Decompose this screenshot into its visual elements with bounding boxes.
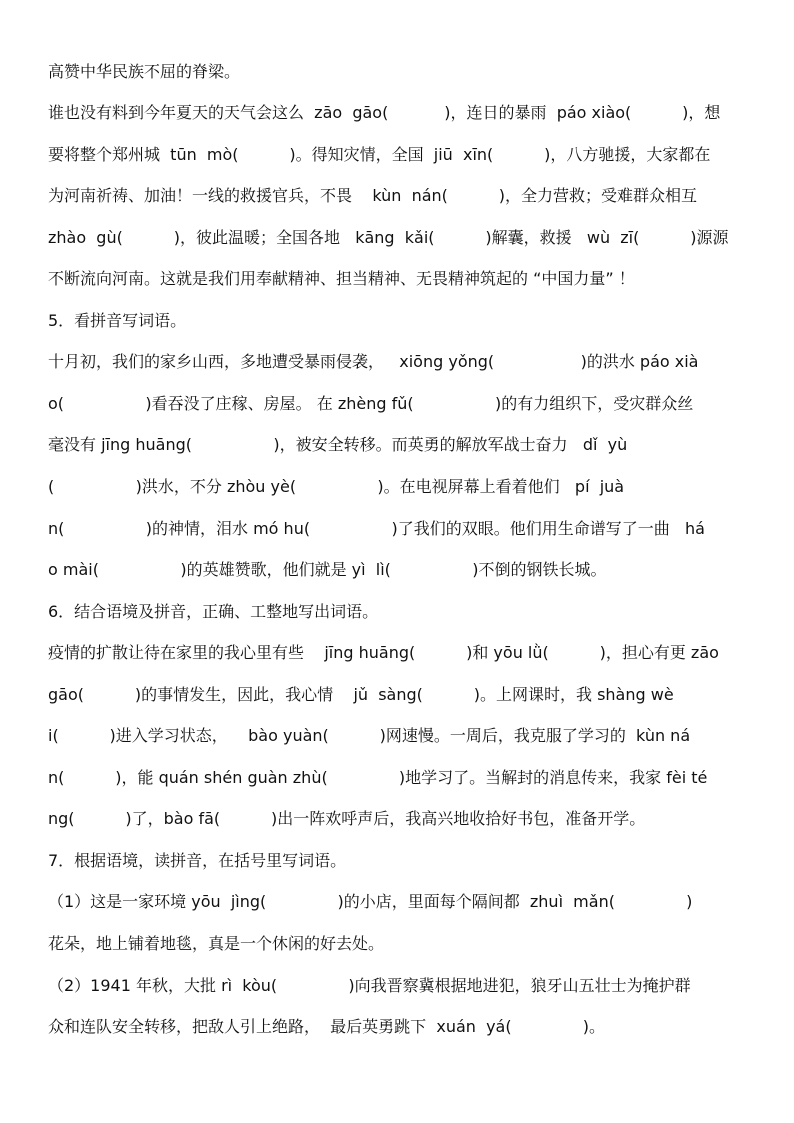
text-line: o mài( )的英雄赞歌，他们就是 yì lì( )不倒的钢铁长城。 bbox=[48, 560, 607, 579]
text-line: 花朵，地上铺着地毯，真是一个休闲的好去处。 bbox=[48, 934, 385, 953]
text-line: n( )的神情，泪水 mó hu( )了我们的双眼。他们用生命谱写了一曲 há bbox=[48, 519, 705, 538]
text-line: zhào gù( )，彼此温暖；全国各地 kāng kǎi( )解囊，救援 wù zī( )源源 bbox=[48, 228, 729, 247]
text-line: （2）1941 年秋，大批 rì kòu( )向我晋察冀根据地进犯，狼牙山五壮士为掩护群 bbox=[48, 976, 691, 995]
text-line: 疫情的扩散让待在家里的我心里有些 jīng huāng( )和 yōu lǜ( )，担心有更 zāo bbox=[48, 643, 719, 662]
text-line: （1）这是一家环境 yōu jìng( )的小店，里面每个隔间都 zhuì mǎn( ) bbox=[48, 892, 693, 911]
text-line: 毫没有 jīng huāng( )，被安全转移。而英勇的解放军战士奋力 dǐ yù bbox=[48, 435, 628, 454]
text-line: n( )，能 quán shén guàn zhù( )地学习了。当解封的消息传来，我家 fèi té bbox=[48, 768, 708, 787]
text-line: 谁也没有料到今年夏天的天气会这么 zāo gāo( )，连日的暴雨 páo xiào( )，想 bbox=[48, 103, 721, 122]
text-line: 为河南祈祷、加油！一线的救援官兵，不畏 kùn nán( )，全力营救；受难群众相互 bbox=[48, 186, 698, 205]
text-line: ( )洪水，不分 zhòu yè( )。在电视屏幕上看着他们 pí juà bbox=[48, 477, 625, 496]
section-heading: 7．根据语境，读拼音，在括号里写词语。 bbox=[48, 851, 347, 870]
section-heading: 5．看拼音写词语。 bbox=[48, 311, 187, 330]
text-line: 高赞中华民族不屈的脊梁。 bbox=[48, 62, 241, 81]
text-line: o( )看吞没了庄稼、房屋。 在 zhèng fǔ( )的有力组织下，受灾群众丝 bbox=[48, 394, 694, 413]
section-heading: 6．结合语境及拼音，正确、工整地写出词语。 bbox=[48, 602, 379, 621]
text-line: i( )进入学习状态， bào yuàn( )网速慢。一周后，我克服了学习的 kùn ná bbox=[48, 726, 691, 745]
text-line: 十月初，我们的家乡山西，多地遭受暴雨侵袭， xiōng yǒng( )的洪水 páo xià bbox=[48, 352, 699, 371]
text-line: 众和连队安全转移，把敌人引上绝路， 最后英勇跳下 xuán yá( )。 bbox=[48, 1017, 606, 1036]
text-line: gāo( )的事情发生，因此，我心情 jǔ sàng( )。上网课时，我 shàng wè bbox=[48, 685, 674, 704]
text-line: 不断流向河南。这就是我们用奉献精神、担当精神、无畏精神筑起的 “中国力量” ！ bbox=[48, 269, 635, 288]
text-line: ng( )了，bào fā( )出一阵欢呼声后，我高兴地收拾好书包，准备开学。 bbox=[48, 809, 646, 828]
text-line: 要将整个郑州城 tūn mò( )。得知灾情，全国 jiū xīn( )，八方驰援，大家都在 bbox=[48, 145, 711, 164]
